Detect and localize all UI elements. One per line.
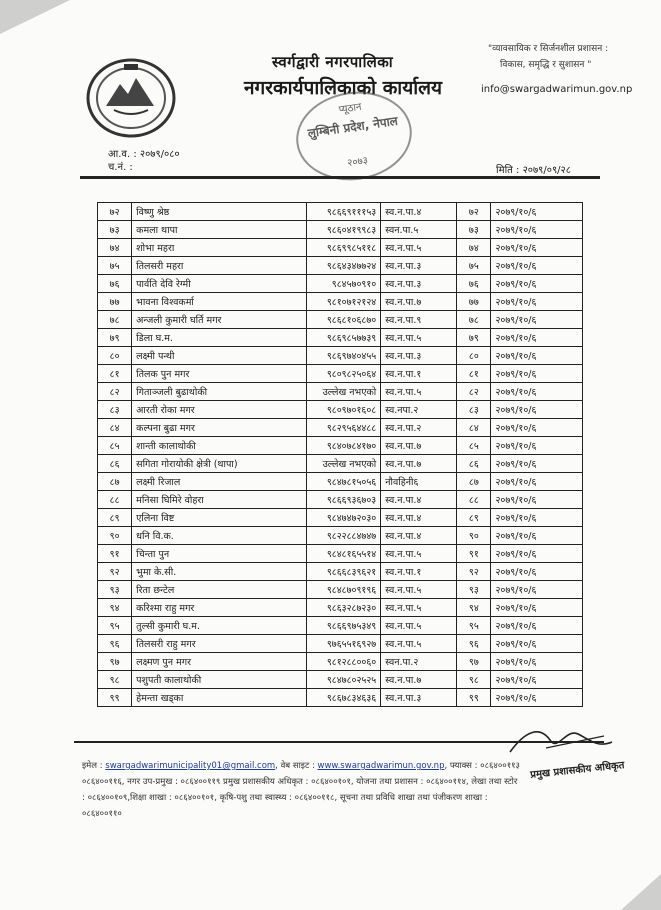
cell-serial-repeat: ९३	[457, 581, 491, 599]
cell-serial: ८९	[98, 509, 132, 527]
table-row	[98, 311, 583, 329]
cell-serial: ९२	[98, 563, 132, 581]
table-row	[98, 617, 583, 635]
cell-serial: ९७	[98, 653, 132, 671]
cell-phone: ९८४७८०२५२५	[307, 671, 381, 689]
folded-corner	[0, 0, 70, 34]
cell-date: २०७९/१०/६	[491, 419, 583, 437]
cell-date: २०७९/१०/६	[491, 671, 583, 689]
cell-serial: ७६	[98, 275, 132, 293]
cell-phone: ९८२९५६४४८८	[307, 419, 381, 437]
table-row	[98, 419, 583, 437]
cell-date: २०७९/१०/६	[491, 581, 583, 599]
cell-name: तिलसरी राहु मगर	[132, 635, 307, 653]
org-name: स्वर्गद्वारी नगरपालिका	[272, 53, 394, 71]
cell-serial: ७३	[98, 221, 132, 239]
cell-address: स्व.न.पा.७	[381, 293, 457, 311]
cell-address: स्व.न.पा.३	[381, 347, 457, 365]
cell-name: पार्वति देवि रेग्मी	[132, 275, 307, 293]
cell-serial-repeat: ८८	[457, 491, 491, 509]
cell-address: स्व.न.पा.४	[381, 527, 457, 545]
cell-name: डिला घ.म.	[132, 329, 307, 347]
table-row	[98, 491, 583, 509]
cell-address: स्व.न.पा.२	[381, 419, 457, 437]
cell-name: भावना विश्वकर्मा	[132, 293, 307, 311]
cell-phone: ९८४५७०९१०	[307, 275, 381, 293]
cell-address: स्व.न.पा.५	[381, 383, 457, 401]
cell-serial-repeat: ७७	[457, 293, 491, 311]
cell-name: करिश्मा राहु मगर	[132, 599, 307, 617]
cell-date: २०७९/१०/६	[491, 203, 583, 221]
table-row	[98, 581, 583, 599]
slogan-line2: विकास, समृद्धि र सुशासन "	[500, 60, 592, 70]
table-row	[98, 437, 583, 455]
cell-phone: ९८६३२८७२३०	[307, 599, 381, 617]
footer-fax: , फ्याक्स : ०८६४००११३	[444, 761, 520, 771]
cell-name: लक्ष्मी रिजाल	[132, 473, 307, 491]
cell-serial: ८०	[98, 347, 132, 365]
cell-name: लक्ष्मी पन्थी	[132, 347, 307, 365]
footer-website-link[interactable]: www.swargadwarimun.gov.np	[317, 761, 445, 771]
cell-phone: उल्लेख नभएको	[307, 383, 381, 401]
stamp-line2: लुम्बिनी प्रदेश, नेपाल	[306, 113, 399, 141]
cell-serial: ७८	[98, 311, 132, 329]
table-row	[98, 563, 583, 581]
cell-serial-repeat: ७६	[457, 275, 491, 293]
footer-web-label: , वेब साइट :	[275, 761, 315, 771]
cell-serial: ८३	[98, 401, 132, 419]
cell-address: स्व.न.पा.७	[381, 437, 457, 455]
cell-date: २०७९/१०/६	[491, 653, 583, 671]
cell-date: २०७९/१०/६	[491, 365, 583, 383]
cell-address: स्व.न.पा.५	[381, 581, 457, 599]
slogan-line1: "व्यावसायिक र सिर्जनशील प्रशासन :	[488, 44, 609, 54]
cell-address: स्व.न.पा.३	[381, 257, 457, 275]
cell-name: पशुपती कालाथोकी	[132, 671, 307, 689]
footer-line4: ०८६४००११०	[82, 809, 122, 819]
stamp-line3: २०७३	[346, 155, 369, 170]
cell-address: स्वन.पा.२	[381, 653, 457, 671]
cell-name: कमला थापा	[132, 221, 307, 239]
stamp-line1: प्यूठान	[338, 101, 363, 116]
cell-name: कल्पना बुढा मगर	[132, 419, 307, 437]
cell-name: रिता छन्टेल	[132, 581, 307, 599]
signer-title: प्रमुख प्रशासकीय अधिकृत	[529, 760, 625, 781]
cell-date: २०७९/१०/६	[491, 617, 583, 635]
table-row	[98, 689, 583, 707]
footer-email-label: इमेल :	[82, 761, 103, 771]
cell-name: भुमा के.सी.	[132, 563, 307, 581]
cell-phone: ९८६४३४७७२४	[307, 257, 381, 275]
cell-date: २०७९/१०/६	[491, 347, 583, 365]
footer-line2: ०८६४००११६, नगर उप-प्रमुख : ०८६४००११९ प्रमुख प्रशासकीय अधिकृत : ०८६४००१०१, योजना तथा प्रशासन : ०८६४००११४, लेखा तथा स्टोर	[82, 777, 518, 787]
cell-date: २०७९/१०/६	[491, 221, 583, 239]
table-row	[98, 329, 583, 347]
cell-serial-repeat: ७२	[457, 203, 491, 221]
header-email: info@swargadwarimun.gov.np	[481, 84, 633, 95]
table-row	[98, 275, 583, 293]
cell-serial-repeat: ७३	[457, 221, 491, 239]
nepal-emblem-icon	[84, 54, 178, 140]
cell-serial-repeat: ९०	[457, 527, 491, 545]
cell-serial-repeat: ९१	[457, 545, 491, 563]
dispatch-number: च.नं. :	[108, 162, 133, 173]
table-row	[98, 221, 583, 239]
table-row	[98, 293, 583, 311]
cell-date: २०७९/१०/६	[491, 275, 583, 293]
cell-phone: ९८६९८५७७३९	[307, 329, 381, 347]
table-row	[98, 257, 583, 275]
cell-serial: ७४	[98, 239, 132, 257]
footer-email-link[interactable]: swargadwarimunicipality01@gmail.com	[105, 761, 276, 771]
cell-name: तुल्सी कुमारी घ.म.	[132, 617, 307, 635]
cell-name: शोभा महरा	[132, 239, 307, 257]
table-row	[98, 203, 583, 221]
letter-date: मिति : २०७९/०९/२८	[496, 165, 571, 176]
cell-serial-repeat: ८३	[457, 401, 491, 419]
cell-phone: ९८६६८३९६२१	[307, 563, 381, 581]
cell-phone: ९८६७८३४६३६	[307, 689, 381, 707]
cell-serial: ८४	[98, 419, 132, 437]
beneficiary-table	[97, 202, 583, 707]
table-row	[98, 599, 583, 617]
cell-address: स्व.न.पा.५	[381, 599, 457, 617]
cell-date: २०७९/१०/६	[491, 491, 583, 509]
table-row	[98, 239, 583, 257]
cell-address: स्व.न.पा.४	[381, 509, 457, 527]
cell-name: गिताञ्जली बुढाथोकी	[132, 383, 307, 401]
cell-date: २०७९/१०/६	[491, 437, 583, 455]
table-row	[98, 527, 583, 545]
cell-address: स्व.न.पा.५	[381, 329, 457, 347]
cell-date: २०७९/१०/६	[491, 257, 583, 275]
cell-date: २०७९/१०/६	[491, 527, 583, 545]
cell-serial: ८१	[98, 365, 132, 383]
cell-name: शान्ती कालाथोकी	[132, 437, 307, 455]
cell-phone: ९७६५५१६९२७	[307, 635, 381, 653]
cell-name: तिलसरी महरा	[132, 257, 307, 275]
cell-serial: ९४	[98, 599, 132, 617]
cell-address: स्व.न.पा.९	[381, 311, 457, 329]
fiscal-year: आ.व. : २०७९/०८०	[108, 149, 180, 160]
cell-name: एलिना विष्ट	[132, 509, 307, 527]
cell-phone: ९८६०४१९९८३	[307, 221, 381, 239]
cell-serial-repeat: ९२	[457, 563, 491, 581]
cell-address: स्व.नपा.२	[381, 401, 457, 419]
cell-serial-repeat: ९६	[457, 635, 491, 653]
cell-serial: ८२	[98, 383, 132, 401]
cell-address: स्व.न.पा.७	[381, 455, 457, 473]
cell-phone: ९८४८१६५५१४	[307, 545, 381, 563]
cell-serial: ९८	[98, 671, 132, 689]
cell-address: स्व.न.पा.५	[381, 635, 457, 653]
footer-line3: : ०८६४००१०९,शिक्षा शाखा : ०८६४००१०१, कृषि-पशु तथा स्वास्थ्य : ०८६४००११८, सूचना तथा प्रविधि शाखा तथा पंजीकरण शाखा :	[82, 793, 488, 803]
cell-date: २०७९/१०/६	[491, 455, 583, 473]
signature-icon	[506, 722, 616, 758]
footer-contact	[82, 758, 622, 822]
cell-name: तिलक पुन मगर	[132, 365, 307, 383]
cell-serial-repeat: ८४	[457, 419, 491, 437]
cell-address: स्व.न.पा.१	[381, 365, 457, 383]
cell-serial: ७५	[98, 257, 132, 275]
cell-phone: ९८१०७१२१२४	[307, 293, 381, 311]
table-row	[98, 653, 583, 671]
cell-date: २०७९/१०/६	[491, 689, 583, 707]
cell-phone: ९८६६९७५३४९	[307, 617, 381, 635]
cell-date: २०७९/१०/६	[491, 599, 583, 617]
header-rule	[80, 176, 600, 179]
cell-address: स्व.न.पा.३	[381, 275, 457, 293]
cell-phone: ९८६९९८५११८	[307, 239, 381, 257]
table-row	[98, 347, 583, 365]
cell-date: २०७९/१०/६	[491, 473, 583, 491]
cell-phone: ९८०९८२५०६४	[307, 365, 381, 383]
cell-phone: ९८०९७०१६०८	[307, 401, 381, 419]
cell-serial: ८५	[98, 437, 132, 455]
cell-phone: ९८४७४७२०३०	[307, 509, 381, 527]
cell-address: स्व.न.पा.४	[381, 491, 457, 509]
cell-address: स्व.न.पा.३	[381, 689, 457, 707]
table-row	[98, 473, 583, 491]
cell-name: सगिता गोरायोकी क्षेत्री (थापा)	[132, 455, 307, 473]
cell-phone: ९८२२८८४७४७	[307, 527, 381, 545]
cell-date: २०७९/१०/६	[491, 329, 583, 347]
cell-name: लक्ष्मण पुन मगर	[132, 653, 307, 671]
footer-line1	[82, 758, 622, 774]
cell-serial-repeat: ८७	[457, 473, 491, 491]
folded-corner-bottom	[621, 874, 661, 910]
cell-address: स्व.न.पा.५	[381, 239, 457, 257]
cell-serial: ९५	[98, 617, 132, 635]
cell-address: स्व.न.पा.७	[381, 671, 457, 689]
cell-phone: ९८४०७८४१७०	[307, 437, 381, 455]
cell-serial: ७२	[98, 203, 132, 221]
cell-name: आरती रोका मगर	[132, 401, 307, 419]
cell-date: २०७९/१०/६	[491, 239, 583, 257]
cell-phone: ९८६९७४०४५५	[307, 347, 381, 365]
cell-serial-repeat: ९९	[457, 689, 491, 707]
cell-date: २०७९/१०/६	[491, 509, 583, 527]
table-row	[98, 635, 583, 653]
cell-serial-repeat: ८५	[457, 437, 491, 455]
cell-phone: ९८६८१०६८७०	[307, 311, 381, 329]
cell-name: चिन्ता पुन	[132, 545, 307, 563]
cell-phone: उल्लेख नभएको	[307, 455, 381, 473]
table-row	[98, 383, 583, 401]
cell-serial-repeat: ७५	[457, 257, 491, 275]
cell-serial: ८६	[98, 455, 132, 473]
cell-name: धनि वि.क.	[132, 527, 307, 545]
cell-address: स्व.न.पा.१	[381, 563, 457, 581]
table-row	[98, 509, 583, 527]
cell-serial: ७९	[98, 329, 132, 347]
table-row	[98, 671, 583, 689]
cell-date: २०७९/१०/६	[491, 563, 583, 581]
cell-name: अन्जली कुमारी घर्ति मगर	[132, 311, 307, 329]
table-row	[98, 365, 583, 383]
cell-address: स्व.न.पा.५	[381, 545, 457, 563]
cell-serial-repeat: ८२	[457, 383, 491, 401]
cell-name: मनिसा घिमिरे वोहरा	[132, 491, 307, 509]
cell-serial-repeat: ९४	[457, 599, 491, 617]
cell-address: नौवहिनी६	[381, 473, 457, 491]
cell-serial-repeat: ९८	[457, 671, 491, 689]
cell-phone: ९८१२८८००६०	[307, 653, 381, 671]
cell-name: विष्णु श्रेष्ठ	[132, 203, 307, 221]
cell-phone: ९८६६९१११५३	[307, 203, 381, 221]
cell-serial-repeat: ८९	[457, 509, 491, 527]
table-row	[98, 545, 583, 563]
table-row	[98, 455, 583, 473]
cell-serial: ९०	[98, 527, 132, 545]
cell-phone: ९८४७८१५०५६	[307, 473, 381, 491]
cell-phone: ९८४८७०९१९६	[307, 581, 381, 599]
cell-address: स्व.न.पा.४	[381, 203, 457, 221]
cell-serial-repeat: ९७	[457, 653, 491, 671]
cell-date: २०७९/१०/६	[491, 635, 583, 653]
cell-serial: ८७	[98, 473, 132, 491]
cell-serial-repeat: ७४	[457, 239, 491, 257]
cell-address: स्व.न.पा.५	[381, 617, 457, 635]
cell-serial: ८८	[98, 491, 132, 509]
table-row	[98, 401, 583, 419]
cell-serial-repeat: ७८	[457, 311, 491, 329]
cell-serial: ९९	[98, 689, 132, 707]
office-name: नगरकार्यपालिकाको कार्यालय	[244, 77, 443, 99]
cell-serial-repeat: ९५	[457, 617, 491, 635]
cell-serial: ९३	[98, 581, 132, 599]
cell-serial-repeat: ७९	[457, 329, 491, 347]
cell-name: हेमन्ता खड्का	[132, 689, 307, 707]
cell-address: स्वन.पा.५	[381, 221, 457, 239]
cell-serial-repeat: ८६	[457, 455, 491, 473]
cell-date: २०७९/१०/६	[491, 311, 583, 329]
cell-date: २०७९/१०/६	[491, 293, 583, 311]
cell-serial-repeat: ८०	[457, 347, 491, 365]
cell-serial-repeat: ८१	[457, 365, 491, 383]
cell-phone: ९८६६९३६७०३	[307, 491, 381, 509]
cell-date: २०७९/१०/६	[491, 383, 583, 401]
cell-date: २०७९/१०/६	[491, 401, 583, 419]
cell-serial: ९६	[98, 635, 132, 653]
cell-serial: ९१	[98, 545, 132, 563]
cell-serial: ७७	[98, 293, 132, 311]
cell-date: २०७९/१०/६	[491, 545, 583, 563]
